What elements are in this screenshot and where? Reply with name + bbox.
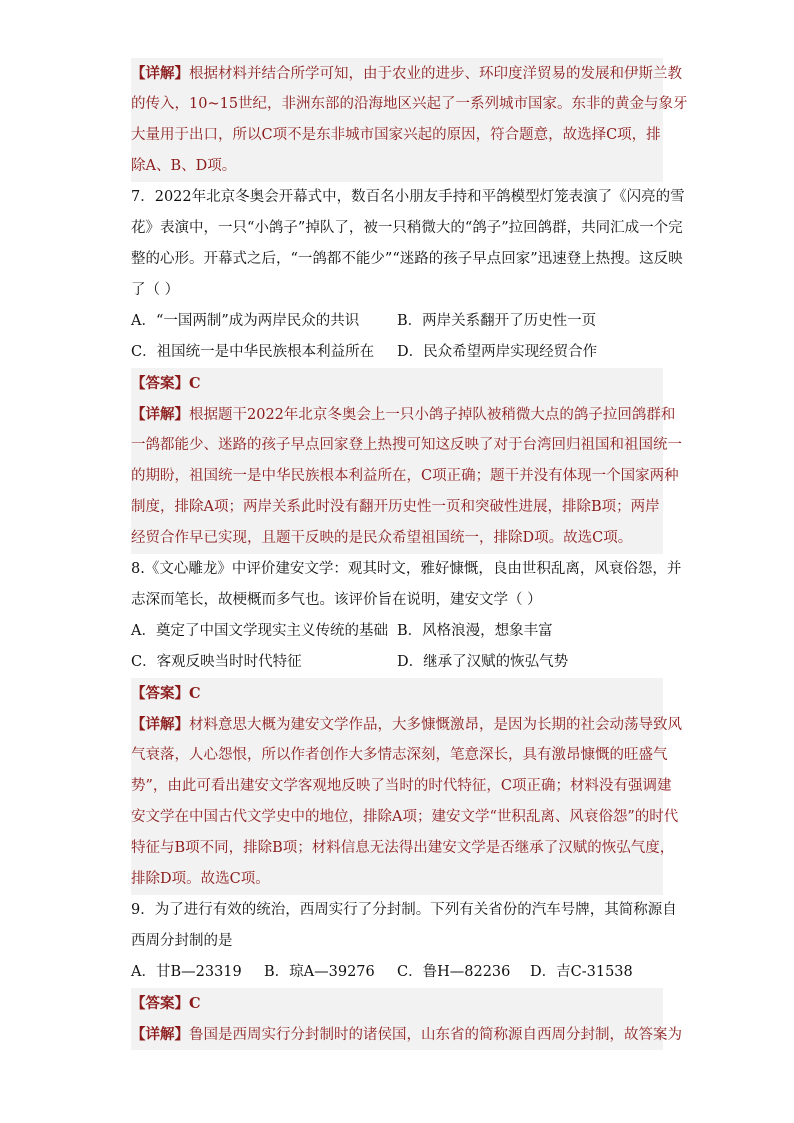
explanation-line: 的期盼，祖国统一是中华民族根本利益所在，C项正确；题干并没有体现一个国家两种 <box>131 468 679 484</box>
q8-answer <box>131 678 663 709</box>
question-stem-line: 9．为了进行有效的统治，西周实行了分封制。下列有关省份的汽车号牌，其简称源自 <box>131 902 677 918</box>
explanation-line: 【详解】根据材料并结合所学可知，由于农业的进步、环印度洋贸易的发展和伊斯兰教 <box>131 65 682 82</box>
q7-options-row-2 <box>131 337 663 368</box>
q7-answer <box>131 368 663 399</box>
option-b: B．风格浪漫，想象丰富 <box>397 623 553 639</box>
answer-value: C <box>189 375 201 392</box>
q8-options-row-2 <box>131 647 663 678</box>
answer-tag: 【答案】 <box>131 685 189 702</box>
explanation-line: 安文学在中国古代文学史中的地位，排除A项；建安文学“世积乱离、风衰俗怨”的时代 <box>131 809 679 825</box>
explanation-line: 的传入，10~15世纪，非洲东部的沿海地区兴起了一系列城市国家。东非的黄金与象牙 <box>131 96 688 112</box>
option-a: A．甘B—23319 <box>131 964 242 980</box>
document-page <box>131 58 688 1050</box>
explanation-line: 大量用于出口，所以C项不是东非城市国家兴起的原因，符合题意，故选择C项，排 <box>131 127 661 143</box>
option-b: B．琼A—39276 <box>264 964 375 980</box>
question-stem-line: 花》表演中，一只“小鸽子”掉队了，被一只稍微大的“鸽子”拉回鸽群，共同汇成一个完 <box>131 220 683 236</box>
answer-tag: 【答案】 <box>131 375 189 392</box>
q9-options-row <box>131 957 663 988</box>
explanation-line: 【详解】根据题干2022年北京冬奥会上一只小鸽子掉队被稍微大点的鸽子拉回鸽群和 <box>131 406 676 423</box>
question-7 <box>131 182 685 306</box>
option-d: D．继承了汉赋的恢弘气势 <box>397 654 569 670</box>
question-stem-line: 整的心形。开幕式之后，“一鸽都不能少”“迷路的孩子早点回家”迅速登上热搜。这反映 <box>131 251 683 267</box>
explanation-line: 一鸽都能少、迷路的孩子早点回家登上热搜可知这反映了对于台湾回归祖国和祖国统一 <box>131 437 682 453</box>
explanation-line: 气衰落，人心怨恨，所以作者创作大多情志深刻，笔意深长，具有激昂慷慨的旺盛气 <box>131 747 668 763</box>
explanation-line: 势”，由此可看出建安文学客观地反映了当时的时代特征，C项正确；材料没有强调建 <box>131 778 672 794</box>
question-8 <box>131 554 682 616</box>
explanation-line: 除A、B、D项。 <box>131 158 237 174</box>
option-d: D．吉C-31538 <box>530 964 633 980</box>
explanation-line: 特征与B项不同，排除B项；材料信息无法得出建安文学是否继承了汉赋的恢弘气度， <box>131 840 675 856</box>
option-a: A．奠定了中国文学现实主义传统的基础 <box>131 623 388 639</box>
question-9 <box>131 895 677 957</box>
question-stem-line: 志深而笔长，故梗概而多气也。该评价旨在说明，建安文学（ ） <box>131 592 542 608</box>
question-stem-line: 了（ ） <box>131 282 180 298</box>
answer-value: C <box>189 685 201 702</box>
explain-tag: 【详解】 <box>131 406 189 423</box>
question-stem-line: 西周分封制的是 <box>131 933 233 949</box>
option-d: D．民众希望两岸实现经贸合作 <box>397 344 598 360</box>
option-b: B．两岸关系翻开了历史性一页 <box>397 313 597 329</box>
explanation-line: 【详解】材料意思大概为建安文学作品，大多慷慨激昂，是因为长期的社会动荡导致风 <box>131 716 682 733</box>
q9-answer <box>131 988 663 1019</box>
q8-options-row-1 <box>131 616 663 647</box>
explain-tag: 【详解】 <box>131 65 189 82</box>
question-stem-line: 8.《文心雕龙》中评价建安文学：观其时文，雅好慷慨，良由世积乱离，风衰俗怨，并 <box>131 561 682 577</box>
q8-explanation <box>131 709 682 895</box>
explanation-line: 经贸合作早已实现，且题干反映的是民众希望祖国统一，排除D项。故选C项。 <box>131 530 633 546</box>
option-c: C．鲁H—82236 <box>397 964 511 980</box>
q9-explanation <box>131 1019 682 1050</box>
q7-options-row-1 <box>131 306 663 337</box>
q6-explanation <box>131 58 688 182</box>
option-c: C．祖国统一是中华民族根本利益所在 <box>131 344 375 360</box>
question-stem-line: 7．2022年北京冬奥会开幕式中，数百名小朋友手持和平鸽模型灯笼表演了《闪亮的雪 <box>131 189 685 205</box>
explanation-line: 制度，排除A项；两岸关系此时没有翻开历史性一页和突破性进展，排除B项；两岸 <box>131 499 660 515</box>
option-c: C．客观反映当时时代特征 <box>131 654 302 670</box>
q7-explanation <box>131 399 682 554</box>
answer-value: C <box>189 995 201 1012</box>
explain-tag: 【详解】 <box>131 1026 189 1043</box>
explanation-line: 【详解】鲁国是西周实行分封制时的诸侯国，山东省的简称源自西周分封制，故答案为 <box>131 1026 682 1043</box>
explanation-line: 排除D项。故选C项。 <box>131 871 270 887</box>
option-a: A．“一国两制”成为两岸民众的共识 <box>131 313 360 329</box>
explain-tag: 【详解】 <box>131 716 189 733</box>
answer-tag: 【答案】 <box>131 995 189 1012</box>
